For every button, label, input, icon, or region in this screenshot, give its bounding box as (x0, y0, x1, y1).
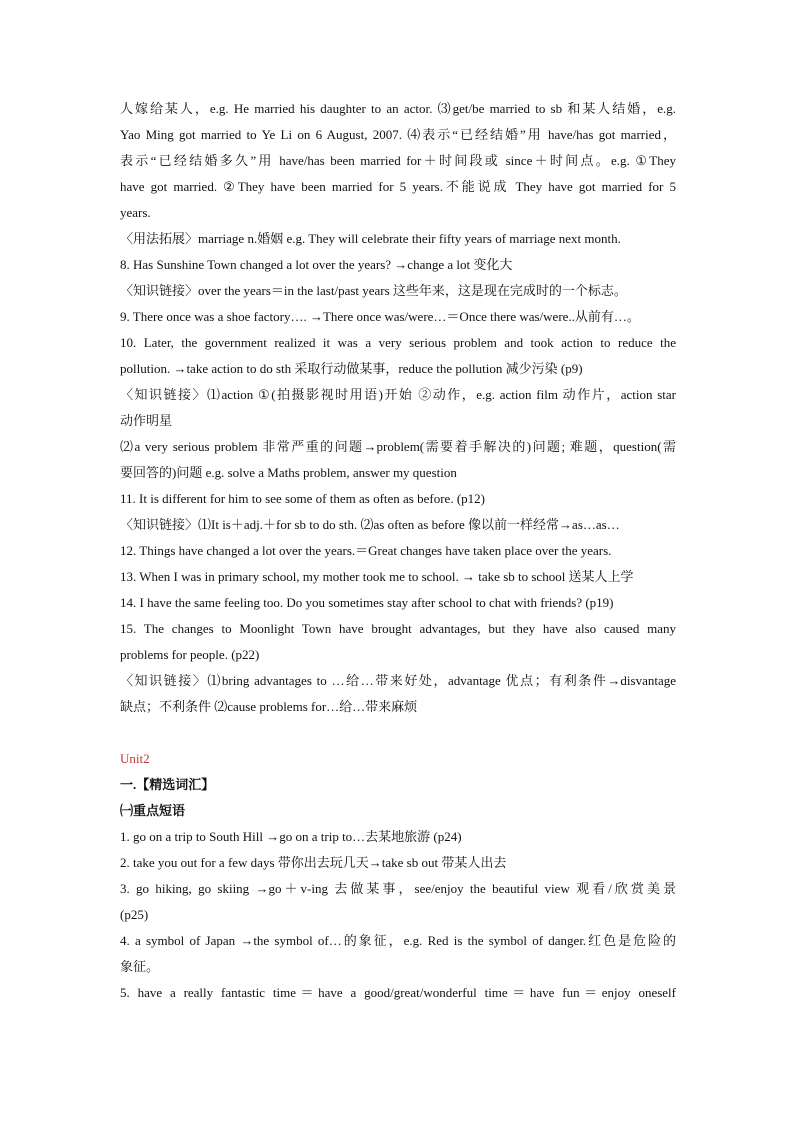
document-body (120, 96, 676, 1006)
text-line: Yao Ming got married to Ye Li on 6 August, 2007. ⑷表示“已经结婚”用 have/has got married， (120, 127, 676, 142)
section-heading: 一.【精选词汇】 (120, 777, 215, 792)
sentence-8: 8. Has Sunshine Town changed a lot over the years? →change a lot 变化大 (120, 257, 513, 272)
sentence-12: 12. Things have changed a lot over the years.＝Great changes have taken place over the years. (120, 543, 612, 558)
text-line: 象征。 (120, 959, 160, 974)
text-line: problems for people. (p22) (120, 647, 260, 662)
phrase-2: 2. take you out for a few days 带你出去玩几天→take sb out 带某人出去 (120, 855, 507, 870)
phrase-4: 4. a symbol of Japan →the symbol of…的象征，e.g. Red is the symbol of danger.红色是危险的 (120, 933, 676, 948)
knowledge-link-line: 〈知识链接〉⑴bring advantages to …给…带来好处，advantage 优点；有利条件→disvantage (120, 673, 676, 688)
unit-heading: Unit2 (120, 751, 150, 766)
text-line: ⑵a very serious problem 非常严重的问题→problem(需要着手解决的)问题; 难题，question(需 (120, 439, 676, 454)
knowledge-link-line: 〈知识链接〉⑴It is＋adj.＋for sb to do sth. ⑵as often as before 像以前一样经常→as…as… (120, 517, 620, 532)
sentence-15: 15. The changes to Moonlight Town have brought advantages, but they have also caused many (120, 621, 676, 636)
text-line: years. (120, 205, 151, 220)
knowledge-link-line: 〈知识链接〉⑴action ①(拍摄影视时用语)开始 ②动作，e.g. action film 动作片，action star (120, 387, 676, 402)
sentence-9: 9. There once was a shoe factory…. →There once was/were…＝Once there was/were..从前有…。 (120, 309, 640, 324)
sentence-13: 13. When I was in primary school, my mother took me to school. → take sb to school 送某人上学 (120, 569, 634, 584)
sentence-10: 10. Later, the government realized it was a very serious problem and took action to reduce the (120, 335, 676, 350)
text-line: pollution. →take action to do sth 采取行动做某事，reduce the pollution 减少污染 (p9) (120, 361, 583, 376)
text-line: have got married. ②They have been married for 5 years.不能说成 They have got married for 5 (120, 179, 676, 194)
phrase-5: 5. have a really fantastic time＝have a good/great/wonderful time＝have fun＝enjoy oneself (120, 985, 676, 1000)
text-line: 人嫁给某人，e.g. He married his daughter to an actor. ⑶get/be married to sb 和某人结婚，e.g. (120, 101, 676, 116)
knowledge-link-line: 〈知识链接〉over the years＝in the last/past years 这些年来，这是现在完成时的一个标志。 (120, 283, 627, 298)
text-line: 表示“已经结婚多久”用 have/has been married for＋时间段或 since＋时间点。e.g. ①They (120, 153, 676, 168)
sentence-11: 11. It is different for him to see some of them as often as before. (p12) (120, 491, 485, 506)
sentence-14: 14. I have the same feeling too. Do you sometimes stay after school to chat with friends? (p19) (120, 595, 614, 610)
text-line: 缺点；不利条件 ⑵cause problems for…给…带来麻烦 (120, 699, 418, 714)
subsection-heading: ㈠重点短语 (120, 803, 186, 818)
phrase-3: 3. go hiking, go skiing →go＋v-ing 去做某事，see/enjoy the beautiful view 观看/欣赏美景 (120, 881, 676, 896)
section-spacer (120, 720, 676, 746)
text-line: 动作明星 (120, 413, 173, 428)
usage-extension-line: 〈用法拓展〉marriage n.婚姻 e.g. They will celebrate their fifty years of marriage next month. (120, 231, 621, 246)
text-line: (p25) (120, 907, 149, 922)
text-line: 要回答的)问题 e.g. solve a Maths problem, answer my question (120, 465, 457, 480)
phrase-1: 1. go on a trip to South Hill →go on a trip to…去某地旅游 (p24) (120, 829, 462, 844)
